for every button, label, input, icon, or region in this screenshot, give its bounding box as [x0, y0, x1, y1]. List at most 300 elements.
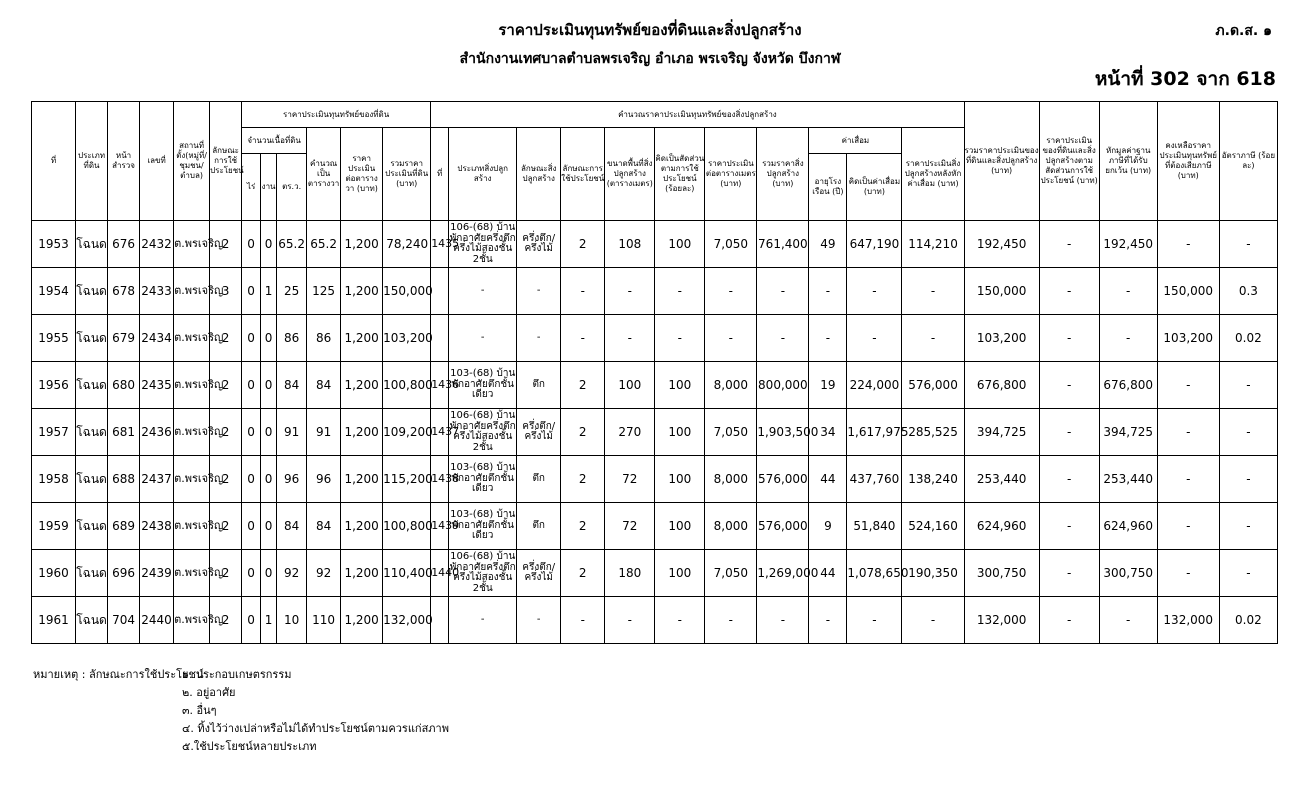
- cell-building-usage: 2: [561, 362, 605, 409]
- cell-building-no: 1435: [431, 221, 449, 268]
- cell-no: 1957: [32, 409, 76, 456]
- report-title: ราคาประเมินทุนทรัพย์ของที่ดินและสิ่งปลูกสร้าง: [498, 21, 802, 39]
- cell-deduct: -: [1099, 597, 1157, 644]
- cell-no: 1954: [32, 268, 76, 315]
- cell-remain: -: [1157, 503, 1219, 550]
- cell-usage: 2: [210, 503, 242, 550]
- col-after-depreciation: ราคาประเมินสิ่งปลูกสร้างหลังหักค่าเสื่อม (บาท): [902, 128, 964, 221]
- cell-location: ต.พรเจริญ: [174, 503, 210, 550]
- cell-deduct: 394,725: [1099, 409, 1157, 456]
- cell-ngan: 0: [261, 221, 277, 268]
- note-item: ๕.ใช้ประโยชน์หลายประเภท: [182, 740, 317, 753]
- table-row: [32, 268, 1278, 315]
- col-land-type: ประเภทที่ดิน: [76, 102, 108, 221]
- cell-building-kind: ครึ่งตึก/ครึ่งไม้: [517, 221, 561, 268]
- cell-sum: 624,960: [964, 503, 1039, 550]
- table-row: [32, 315, 1278, 362]
- cell-building-type: 106-(68) บ้านพักอาศัยครึ่งตึกครึ่งไม้สองชั้น 2ชั้น: [449, 550, 517, 597]
- cell-building-area: 270: [605, 409, 655, 456]
- cell-depreciation: 647,190: [847, 221, 902, 268]
- assessment-table: [31, 101, 1278, 644]
- cell-sqwa: 110: [307, 597, 341, 644]
- cell-tax-rate: 0.02: [1219, 315, 1277, 362]
- group-land-assessment: ราคาประเมินทุนทรัพย์ของที่ดิน: [242, 102, 431, 128]
- cell-land-total: 103,200: [383, 315, 431, 362]
- cell-usage: 2: [210, 550, 242, 597]
- cell-price-sqwa: 1,200: [341, 409, 383, 456]
- cell-building-ratio: -: [655, 268, 705, 315]
- cell-tax-rate: 0.3: [1219, 268, 1277, 315]
- cell-rai: 0: [242, 268, 261, 315]
- cell-building-kind: ครึ่งตึก/ครึ่งไม้: [517, 409, 561, 456]
- cell-page: 696: [108, 550, 140, 597]
- cell-building-area: -: [605, 268, 655, 315]
- cell-no: 1956: [32, 362, 76, 409]
- cell-building-usage: 2: [561, 221, 605, 268]
- cell-sum: 192,450: [964, 221, 1039, 268]
- cell-ratio-value: -: [1039, 221, 1099, 268]
- cell-building-usage: 2: [561, 503, 605, 550]
- cell-depreciation: -: [847, 268, 902, 315]
- cell-price-sqwa: 1,200: [341, 362, 383, 409]
- note-item: ๑. ประกอบเกษตรกรรม: [182, 668, 292, 681]
- cell-sum: 103,200: [964, 315, 1039, 362]
- cell-age: 9: [809, 503, 847, 550]
- cell-ratio-value: -: [1039, 268, 1099, 315]
- cell-building-price: 8,000: [705, 362, 757, 409]
- cell-age: 44: [809, 550, 847, 597]
- cell-building-usage: -: [561, 315, 605, 362]
- cell-remain: -: [1157, 456, 1219, 503]
- cell-building-price: 8,000: [705, 503, 757, 550]
- cell-building-kind: ตึก: [517, 362, 561, 409]
- cell-age: 34: [809, 409, 847, 456]
- cell-after-depreciation: -: [902, 315, 964, 362]
- cell-price-sqwa: 1,200: [341, 268, 383, 315]
- cell-wa: 84: [277, 503, 307, 550]
- cell-building-total: 576,000: [757, 503, 809, 550]
- cell-usage: 2: [210, 597, 242, 644]
- cell-building-type: 106-(68) บ้านพักอาศัยครึ่งตึกครึ่งไม้สองชั้น 2ชั้น: [449, 409, 517, 456]
- cell-ngan: 0: [261, 315, 277, 362]
- cell-building-kind: ตึก: [517, 503, 561, 550]
- cell-land-total: 109,200: [383, 409, 431, 456]
- cell-age: 49: [809, 221, 847, 268]
- cell-doc-no: 2433: [140, 268, 174, 315]
- cell-building-no: 1439: [431, 503, 449, 550]
- cell-ngan: 0: [261, 456, 277, 503]
- cell-price-sqwa: 1,200: [341, 503, 383, 550]
- cell-deduct: -: [1099, 268, 1157, 315]
- cell-building-area: -: [605, 597, 655, 644]
- cell-price-sqwa: 1,200: [341, 456, 383, 503]
- cell-building-area: 180: [605, 550, 655, 597]
- cell-price-sqwa: 1,200: [341, 550, 383, 597]
- col-ngan: งาน: [261, 154, 277, 221]
- cell-building-usage: 2: [561, 456, 605, 503]
- cell-depreciation: -: [847, 315, 902, 362]
- cell-after-depreciation: 190,350: [902, 550, 964, 597]
- cell-rai: 0: [242, 550, 261, 597]
- cell-sum: 132,000: [964, 597, 1039, 644]
- cell-land-total: 110,400: [383, 550, 431, 597]
- cell-sqwa: 96: [307, 456, 341, 503]
- cell-page: 689: [108, 503, 140, 550]
- col-usage: ลักษณะการใช้ประโยชน์: [210, 102, 242, 221]
- cell-ratio-value: -: [1039, 597, 1099, 644]
- cell-doc-no: 2440: [140, 597, 174, 644]
- col-doc-no: เลขที่: [140, 102, 174, 221]
- cell-sqwa: 84: [307, 362, 341, 409]
- cell-location: ต.พรเจริญ: [174, 268, 210, 315]
- cell-wa: 86: [277, 315, 307, 362]
- note-item: ๔. ทิ้งไว้ว่างเปล่าหรือไม่ได้ทำประโยชน์ตามควรแก่สภาพ: [182, 722, 449, 735]
- cell-remain: 132,000: [1157, 597, 1219, 644]
- cell-page: 688: [108, 456, 140, 503]
- col-building-kind: ลักษณะสิ่งปลูกสร้าง: [517, 128, 561, 221]
- cell-building-no: [431, 315, 449, 362]
- cell-sum: 676,800: [964, 362, 1039, 409]
- cell-after-depreciation: 576,000: [902, 362, 964, 409]
- cell-depreciation: 1,617,975: [847, 409, 902, 456]
- page-info: หน้าที่ 302 จาก 618: [1094, 68, 1276, 90]
- col-building-no: ที่: [431, 128, 449, 221]
- cell-building-usage: -: [561, 268, 605, 315]
- cell-page: 678: [108, 268, 140, 315]
- cell-sum: 253,440: [964, 456, 1039, 503]
- cell-price-sqwa: 1,200: [341, 315, 383, 362]
- cell-usage: 2: [210, 221, 242, 268]
- cell-ngan: 0: [261, 409, 277, 456]
- col-wa: ตร.ว.: [277, 154, 307, 221]
- cell-rai: 0: [242, 503, 261, 550]
- cell-building-ratio: 100: [655, 362, 705, 409]
- note-item: ๓. อื่นๆ: [182, 704, 217, 717]
- cell-building-price: -: [705, 597, 757, 644]
- cell-wa: 91: [277, 409, 307, 456]
- cell-building-kind: -: [517, 597, 561, 644]
- cell-land-total: 78,240: [383, 221, 431, 268]
- cell-building-type: -: [449, 315, 517, 362]
- col-no: ที่: [32, 102, 76, 221]
- cell-building-total: 1,269,000: [757, 550, 809, 597]
- cell-remain: -: [1157, 409, 1219, 456]
- cell-building-area: 72: [605, 503, 655, 550]
- cell-no: 1955: [32, 315, 76, 362]
- cell-no: 1960: [32, 550, 76, 597]
- table-row: [32, 221, 1278, 268]
- cell-ngan: 1: [261, 268, 277, 315]
- cell-usage: 2: [210, 409, 242, 456]
- cell-location: ต.พรเจริญ: [174, 221, 210, 268]
- cell-building-type: 103-(68) บ้านพักอาศัยตึกชั้นเดียว: [449, 362, 517, 409]
- cell-depreciation: 1,078,650: [847, 550, 902, 597]
- cell-land-type: โฉนด: [76, 597, 108, 644]
- cell-tax-rate: -: [1219, 409, 1277, 456]
- cell-after-depreciation: -: [902, 597, 964, 644]
- cell-page: 704: [108, 597, 140, 644]
- col-remain: คงเหลือราคาประเมินทุนทรัพย์ที่ต้องเสียภาษี (บาท): [1157, 102, 1219, 221]
- cell-rai: 0: [242, 597, 261, 644]
- cell-building-no: [431, 597, 449, 644]
- cell-land-type: โฉนด: [76, 409, 108, 456]
- cell-remain: 103,200: [1157, 315, 1219, 362]
- col-building-ratio: คิดเป็นสัดส่วนตามการใช้ประโยชน์ (ร้อยละ): [655, 128, 705, 221]
- cell-building-no: 1437: [431, 409, 449, 456]
- note-item: ๒. อยู่อาศัย: [182, 686, 236, 699]
- cell-building-price: 7,050: [705, 409, 757, 456]
- cell-age: -: [809, 268, 847, 315]
- cell-building-no: [431, 268, 449, 315]
- cell-age: 44: [809, 456, 847, 503]
- cell-usage: 2: [210, 315, 242, 362]
- cell-building-ratio: 100: [655, 409, 705, 456]
- cell-doc-no: 2438: [140, 503, 174, 550]
- cell-building-type: 103-(68) บ้านพักอาศัยตึกชั้นเดียว: [449, 503, 517, 550]
- cell-ngan: 0: [261, 362, 277, 409]
- cell-rai: 0: [242, 362, 261, 409]
- cell-land-type: โฉนด: [76, 221, 108, 268]
- cell-building-price: -: [705, 268, 757, 315]
- cell-building-usage: 2: [561, 409, 605, 456]
- cell-price-sqwa: 1,200: [341, 221, 383, 268]
- col-building-price: ราคาประเมินต่อตารางเมตร (บาท): [705, 128, 757, 221]
- cell-deduct: 624,960: [1099, 503, 1157, 550]
- cell-land-type: โฉนด: [76, 503, 108, 550]
- cell-remain: 150,000: [1157, 268, 1219, 315]
- cell-sum: 300,750: [964, 550, 1039, 597]
- cell-land-type: โฉนด: [76, 268, 108, 315]
- table-row: [32, 409, 1278, 456]
- cell-no: 1959: [32, 503, 76, 550]
- col-deduct: หักมูลค่าฐานภาษีที่ได้รับยกเว้น (บาท): [1099, 102, 1157, 221]
- cell-building-kind: -: [517, 315, 561, 362]
- cell-page: 676: [108, 221, 140, 268]
- cell-page: 681: [108, 409, 140, 456]
- cell-wa: 84: [277, 362, 307, 409]
- cell-building-total: -: [757, 268, 809, 315]
- cell-building-area: 108: [605, 221, 655, 268]
- cell-land-type: โฉนด: [76, 315, 108, 362]
- cell-land-total: 100,800: [383, 362, 431, 409]
- cell-sqwa: 92: [307, 550, 341, 597]
- col-sqwa: คำนวณเป็นตารางวา: [307, 128, 341, 221]
- cell-after-depreciation: -: [902, 268, 964, 315]
- cell-no: 1953: [32, 221, 76, 268]
- cell-building-total: -: [757, 597, 809, 644]
- cell-ratio-value: -: [1039, 362, 1099, 409]
- cell-tax-rate: -: [1219, 456, 1277, 503]
- col-age: อายุโรงเรือน (ปี): [809, 154, 847, 221]
- col-tax-rate: อัตราภาษี (ร้อยละ): [1219, 102, 1277, 221]
- col-price-sqwa: ราคาประเมินต่อตารางวา (บาท): [341, 128, 383, 221]
- cell-building-usage: 2: [561, 550, 605, 597]
- cell-deduct: -: [1099, 315, 1157, 362]
- cell-rai: 0: [242, 315, 261, 362]
- cell-building-total: -: [757, 315, 809, 362]
- report-subtitle: สำนักงานเทศบาลตำบลพรเจริญ อำเภอ พรเจริญ จังหวัด บึงกาฬ: [459, 51, 841, 67]
- cell-depreciation: 437,760: [847, 456, 902, 503]
- col-depreciation-value: คิดเป็นค่าเสื่อม (บาท): [847, 154, 902, 221]
- cell-deduct: 192,450: [1099, 221, 1157, 268]
- table-row: [32, 550, 1278, 597]
- cell-page: 679: [108, 315, 140, 362]
- cell-doc-no: 2439: [140, 550, 174, 597]
- cell-usage: 2: [210, 456, 242, 503]
- col-building-total: รวมราคาสิ่งปลูกสร้าง (บาท): [757, 128, 809, 221]
- cell-building-kind: ตึก: [517, 456, 561, 503]
- cell-ngan: 0: [261, 503, 277, 550]
- col-land-total: รวมราคาประเมินที่ดิน (บาท): [383, 128, 431, 221]
- cell-building-price: -: [705, 315, 757, 362]
- cell-tax-rate: 0.02: [1219, 597, 1277, 644]
- cell-no: 1958: [32, 456, 76, 503]
- cell-doc-no: 2436: [140, 409, 174, 456]
- cell-doc-no: 2435: [140, 362, 174, 409]
- cell-ratio-value: -: [1039, 503, 1099, 550]
- cell-building-kind: -: [517, 268, 561, 315]
- col-survey-page: หน้าสำรวจ: [108, 102, 140, 221]
- table-row: [32, 503, 1278, 550]
- cell-rai: 0: [242, 221, 261, 268]
- cell-depreciation: -: [847, 597, 902, 644]
- cell-deduct: 676,800: [1099, 362, 1157, 409]
- cell-usage: 3: [210, 268, 242, 315]
- cell-tax-rate: -: [1219, 550, 1277, 597]
- cell-building-total: 1,903,500: [757, 409, 809, 456]
- cell-remain: -: [1157, 550, 1219, 597]
- col-location: สถานที่ตั้ง(หมู่ที่/ชุมชน/ตำบล): [174, 102, 210, 221]
- cell-sqwa: 84: [307, 503, 341, 550]
- cell-depreciation: 51,840: [847, 503, 902, 550]
- cell-building-price: 7,050: [705, 550, 757, 597]
- cell-ratio-value: -: [1039, 456, 1099, 503]
- cell-sum: 150,000: [964, 268, 1039, 315]
- col-building-area: ขนาดพื้นที่สิ่งปลูกสร้าง (ตารางเมตร): [605, 128, 655, 221]
- cell-land-type: โฉนด: [76, 362, 108, 409]
- form-code: ภ.ด.ส. ๑: [1215, 23, 1272, 39]
- cell-page: 680: [108, 362, 140, 409]
- cell-after-depreciation: 138,240: [902, 456, 964, 503]
- cell-ratio-value: -: [1039, 409, 1099, 456]
- group-land-area: จำนวนเนื้อที่ดิน: [242, 128, 307, 154]
- cell-sqwa: 125: [307, 268, 341, 315]
- cell-ratio-value: -: [1039, 315, 1099, 362]
- cell-building-type: 103-(68) บ้านพักอาศัยตึกชั้นเดียว: [449, 456, 517, 503]
- cell-building-ratio: -: [655, 315, 705, 362]
- cell-rai: 0: [242, 409, 261, 456]
- notes: [33, 666, 449, 756]
- cell-building-ratio: -: [655, 597, 705, 644]
- cell-remain: -: [1157, 362, 1219, 409]
- col-building-type: ประเภทสิ่งปลูกสร้าง: [449, 128, 517, 221]
- cell-land-total: 100,800: [383, 503, 431, 550]
- cell-building-price: 8,000: [705, 456, 757, 503]
- cell-wa: 96: [277, 456, 307, 503]
- cell-usage: 2: [210, 362, 242, 409]
- group-depreciation: ค่าเสื่อม: [809, 128, 902, 154]
- cell-sqwa: 91: [307, 409, 341, 456]
- cell-building-total: 800,000: [757, 362, 809, 409]
- cell-location: ต.พรเจริญ: [174, 315, 210, 362]
- cell-building-usage: -: [561, 597, 605, 644]
- col-ratio-value: ราคาประเมินของที่ดินและสิ่งปลูกสร้างตามสัดส่วนการใช้ประโยชน์ (บาท): [1039, 102, 1099, 221]
- cell-building-ratio: 100: [655, 503, 705, 550]
- cell-building-ratio: 100: [655, 550, 705, 597]
- cell-location: ต.พรเจริญ: [174, 456, 210, 503]
- cell-doc-no: 2434: [140, 315, 174, 362]
- cell-building-area: -: [605, 315, 655, 362]
- cell-land-type: โฉนด: [76, 456, 108, 503]
- cell-after-depreciation: 524,160: [902, 503, 964, 550]
- cell-building-total: 576,000: [757, 456, 809, 503]
- cell-location: ต.พรเจริญ: [174, 362, 210, 409]
- cell-tax-rate: -: [1219, 221, 1277, 268]
- cell-building-type: -: [449, 268, 517, 315]
- col-rai: ไร่: [242, 154, 261, 221]
- cell-wa: 10: [277, 597, 307, 644]
- cell-building-area: 100: [605, 362, 655, 409]
- cell-location: ต.พรเจริญ: [174, 409, 210, 456]
- cell-tax-rate: -: [1219, 503, 1277, 550]
- cell-wa: 65.2: [277, 221, 307, 268]
- cell-sqwa: 86: [307, 315, 341, 362]
- cell-wa: 25: [277, 268, 307, 315]
- cell-age: -: [809, 597, 847, 644]
- cell-age: 19: [809, 362, 847, 409]
- cell-after-depreciation: 114,210: [902, 221, 964, 268]
- cell-building-kind: ครึ่งตึก/ครึ่งไม้: [517, 550, 561, 597]
- cell-age: -: [809, 315, 847, 362]
- cell-land-type: โฉนด: [76, 550, 108, 597]
- cell-sum: 394,725: [964, 409, 1039, 456]
- cell-building-no: 1438: [431, 456, 449, 503]
- cell-building-area: 72: [605, 456, 655, 503]
- cell-ratio-value: -: [1039, 550, 1099, 597]
- cell-building-type: 106-(68) บ้านพักอาศัยครึ่งตึกครึ่งไม้สองชั้น 2ชั้น: [449, 221, 517, 268]
- cell-depreciation: 224,000: [847, 362, 902, 409]
- cell-building-ratio: 100: [655, 456, 705, 503]
- table-row: [32, 456, 1278, 503]
- cell-doc-no: 2437: [140, 456, 174, 503]
- cell-building-total: 761,400: [757, 221, 809, 268]
- cell-building-type: -: [449, 597, 517, 644]
- cell-wa: 92: [277, 550, 307, 597]
- col-sum: รวมราคาประเมินของที่ดินและสิ่งปลูกสร้าง (บาท): [964, 102, 1039, 221]
- cell-building-ratio: 100: [655, 221, 705, 268]
- col-building-usage: ลักษณะการใช้ประโยชน์: [561, 128, 605, 221]
- cell-land-total: 150,000: [383, 268, 431, 315]
- cell-no: 1961: [32, 597, 76, 644]
- table-row: [32, 597, 1278, 644]
- notes-label: หมายเหตุ : ลักษณะการใช้ประโยชน์: [33, 668, 204, 681]
- cell-tax-rate: -: [1219, 362, 1277, 409]
- cell-land-total: 132,000: [383, 597, 431, 644]
- cell-building-no: 1436: [431, 362, 449, 409]
- cell-ngan: 0: [261, 550, 277, 597]
- cell-remain: -: [1157, 221, 1219, 268]
- cell-land-total: 115,200: [383, 456, 431, 503]
- cell-price-sqwa: 1,200: [341, 597, 383, 644]
- cell-building-price: 7,050: [705, 221, 757, 268]
- cell-location: ต.พรเจริญ: [174, 597, 210, 644]
- cell-location: ต.พรเจริญ: [174, 550, 210, 597]
- cell-deduct: 253,440: [1099, 456, 1157, 503]
- cell-ngan: 1: [261, 597, 277, 644]
- cell-building-no: 1440: [431, 550, 449, 597]
- table-row: [32, 362, 1278, 409]
- cell-after-depreciation: 285,525: [902, 409, 964, 456]
